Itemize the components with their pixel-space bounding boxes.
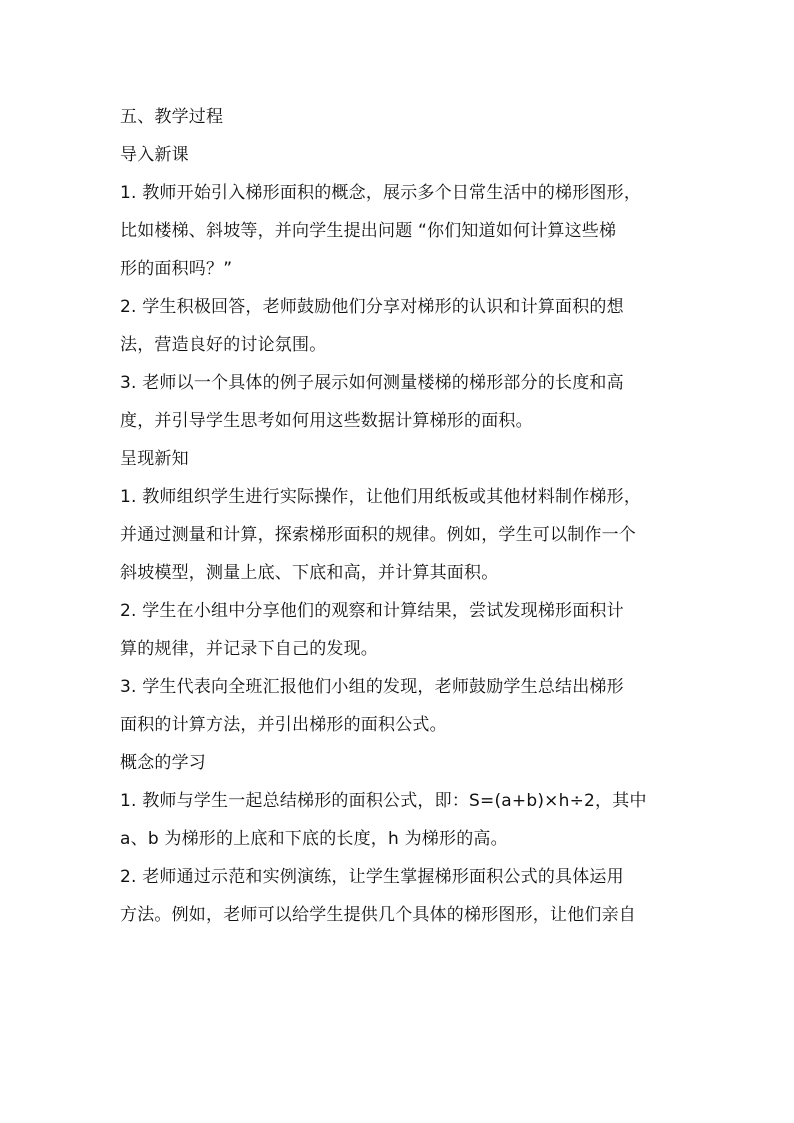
section-heading: 五、教学过程 bbox=[120, 107, 224, 127]
paragraph-line: 1. 教师开始引入梯形面积的概念，展示多个日常生活中的梯形图形， bbox=[120, 183, 642, 203]
paragraph-line: 算的规律，并记录下自己的发现。 bbox=[120, 639, 378, 659]
paragraph-line: 斜坡模型，测量上底、下底和高，并计算其面积。 bbox=[120, 563, 499, 583]
paragraph-line: 方法。例如，老师可以给学生提供几个具体的梯形图形，让他们亲自 bbox=[120, 905, 636, 925]
subsection-heading: 概念的学习 bbox=[120, 753, 206, 773]
paragraph-line: 面积的计算方法，并引出梯形的面积公式。 bbox=[120, 715, 447, 735]
paragraph-line: a、b 为梯形的上底和下底的长度，h 为梯形的高。 bbox=[120, 829, 508, 849]
paragraph-line: 比如楼梯、斜坡等，并向学生提出问题 “你们知道如何计算这些梯 bbox=[120, 221, 617, 241]
paragraph-line: 形的面积吗？” bbox=[120, 259, 233, 279]
paragraph-line: 3. 老师以一个具体的例子展示如何测量楼梯的梯形部分的长度和高 bbox=[120, 373, 624, 393]
subsection-heading: 呈现新知 bbox=[120, 449, 189, 469]
document-page bbox=[120, 98, 680, 934]
paragraph-line: 2. 学生在小组中分享他们的观察和计算结果，尝试发现梯形面积计 bbox=[120, 601, 624, 621]
paragraph-line: 度，并引导学生思考如何用这些数据计算梯形的面积。 bbox=[120, 411, 533, 431]
subsection-heading: 导入新课 bbox=[120, 145, 189, 165]
paragraph-line: 3. 学生代表向全班汇报他们小组的发现，老师鼓励学生总结出梯形 bbox=[120, 677, 624, 697]
paragraph-line: 1. 教师与学生一起总结梯形的面积公式，即：S=(a+b)×h÷2，其中 bbox=[120, 791, 647, 811]
paragraph-line: 法，营造良好的讨论氛围。 bbox=[120, 335, 327, 355]
paragraph-line: 2. 学生积极回答，老师鼓励他们分享对梯形的认识和计算面积的想 bbox=[120, 297, 624, 317]
paragraph-line: 1. 教师组织学生进行实际操作，让他们用纸板或其他材料制作梯形， bbox=[120, 487, 642, 507]
paragraph-line: 2. 老师通过示范和实例演练，让学生掌握梯形面积公式的具体运用 bbox=[120, 867, 624, 887]
paragraph-line: 并通过测量和计算，探索梯形面积的规律。例如，学生可以制作一个 bbox=[120, 525, 636, 545]
